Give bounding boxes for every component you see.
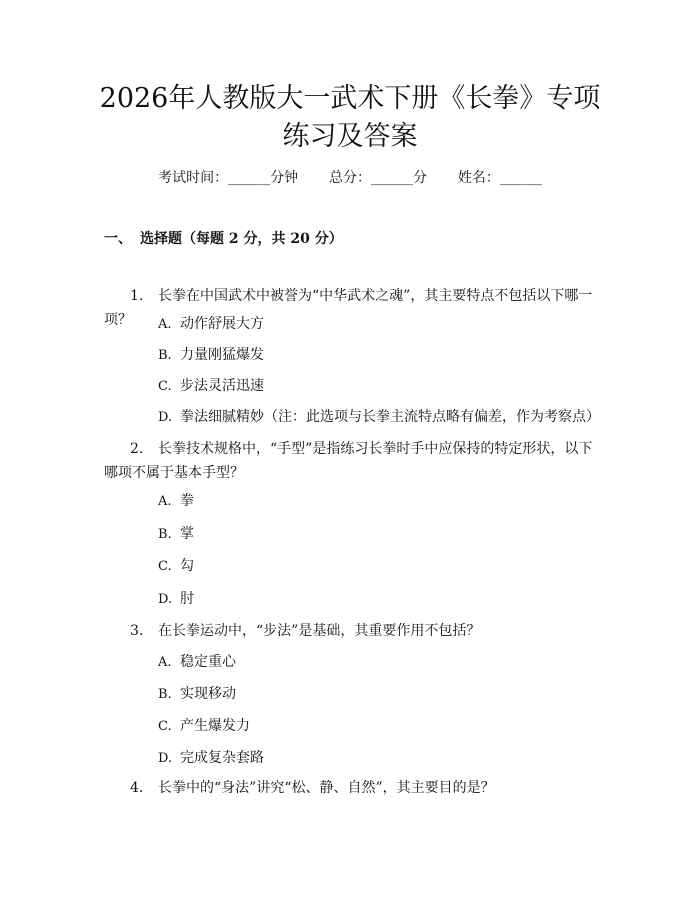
option-letter: A.: [158, 494, 172, 509]
question-number: 1.: [130, 288, 144, 304]
name-field: 姓名：______: [457, 170, 542, 186]
option-3d: [158, 748, 264, 769]
option-3c: [158, 716, 250, 737]
section-heading: [104, 229, 343, 249]
option-text: 产生爆发力: [180, 718, 250, 734]
question-text: 在长拳运动中，“步法”是基础，其重要作用不包括？: [158, 623, 481, 639]
option-2a: [158, 491, 194, 512]
option-1c: [158, 376, 264, 397]
section-number: 一、: [104, 231, 132, 247]
option-text: 肘: [180, 591, 194, 607]
option-text: 掌: [180, 526, 194, 542]
question-number: 4.: [130, 780, 144, 796]
option-letter: D.: [158, 751, 173, 766]
option-letter: B.: [158, 348, 172, 363]
question-text: 长拳在中国武术中被誉为“中华武术之魂”，其主要特点不包括以下哪一项？: [104, 288, 593, 328]
option-letter: A.: [158, 317, 172, 332]
option-text: 实现移动: [180, 686, 236, 702]
question-2: [104, 437, 604, 485]
total-score-field: 总分：______分: [329, 170, 427, 186]
option-letter: C.: [158, 559, 172, 574]
question-number: 3.: [130, 623, 144, 639]
option-2c: [158, 556, 194, 577]
question-text: 长拳技术规格中，“手型”是指练习长拳时手中应保持的特定形状，以下哪项不属于基本手型？: [104, 441, 593, 481]
option-1b: [158, 345, 264, 366]
question-4: [104, 776, 604, 800]
exam-time-field: 考试时间：______分钟: [158, 170, 299, 186]
question-3: [104, 619, 604, 643]
option-text: 拳: [180, 493, 194, 509]
option-3a: [158, 652, 236, 673]
option-letter: B.: [158, 687, 172, 702]
option-text: 拳法细腻精妙（注：此选项与长拳主流特点略有偏差，作为考察点）: [180, 409, 600, 425]
option-text: 稳定重心: [180, 654, 236, 670]
option-text: 动作舒展大方: [180, 316, 264, 332]
option-letter: C.: [158, 719, 172, 734]
document-title: 2026年人教版大一武术下册《长拳》专项练习及答案: [99, 83, 601, 152]
option-letter: D.: [158, 410, 173, 425]
option-2d: [158, 589, 194, 610]
option-1a: [158, 314, 264, 335]
option-2b: [158, 524, 194, 545]
option-3b: [158, 684, 236, 705]
option-letter: B.: [158, 527, 172, 542]
exam-info-line: [0, 168, 700, 188]
section-title: 选择题（每题 2 分，共 20 分）: [140, 231, 343, 247]
option-letter: C.: [158, 379, 172, 394]
question-number: 2.: [130, 441, 144, 457]
option-text: 力量刚猛爆发: [180, 347, 264, 363]
option-letter: D.: [158, 592, 173, 607]
option-letter: A.: [158, 655, 172, 670]
question-text: 长拳中的“身法”讲究“松、静、自然”，其主要目的是？: [158, 780, 495, 796]
option-1d: [158, 407, 600, 428]
option-text: 完成复杂套路: [180, 750, 264, 766]
option-text: 步法灵活迅速: [180, 378, 264, 394]
option-text: 勾: [180, 558, 194, 574]
